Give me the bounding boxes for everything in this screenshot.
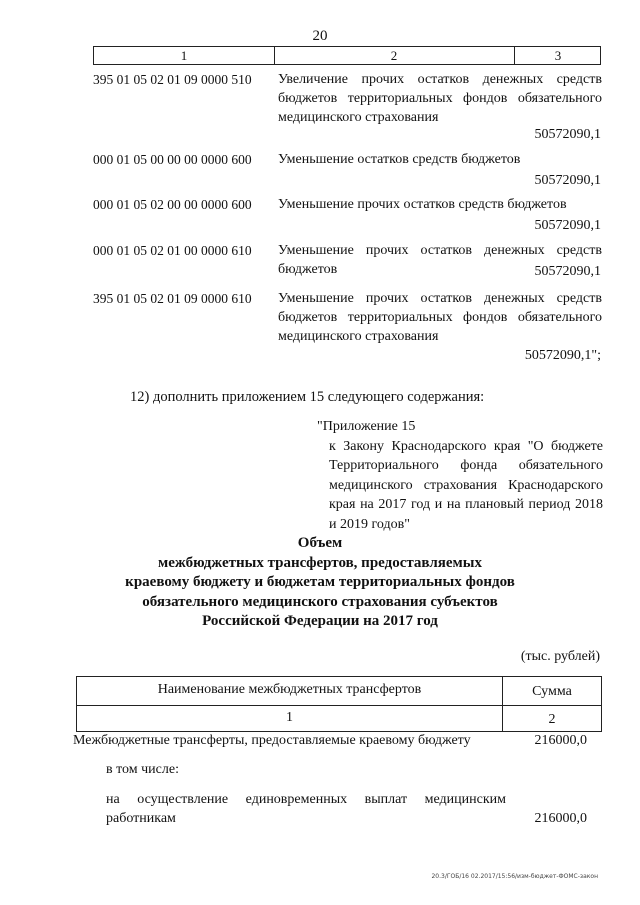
row-description: Уменьшение прочих остатков денежных средств бюджетов bbox=[278, 243, 602, 277]
header-col-1: 1 bbox=[180, 48, 188, 63]
transfers-table-header bbox=[76, 676, 602, 732]
paragraph-12: 12) дополнить приложением 15 следующего содержания: bbox=[130, 389, 485, 405]
header-col-2: 2 bbox=[548, 712, 556, 727]
row-description: Уменьшение остатков средств бюджетов bbox=[278, 152, 521, 167]
budget-code: 000 01 05 02 01 00 0000 610 bbox=[93, 243, 252, 258]
header-name: Наименование межбюджетных трансфертов bbox=[157, 682, 422, 697]
title-line-5: Российской Федерации на 2017 год bbox=[202, 613, 438, 629]
document-title bbox=[80, 534, 560, 632]
transfer-amount: 216000,0 bbox=[534, 733, 587, 748]
budget-code: 000 01 05 00 00 00 0000 600 bbox=[93, 152, 252, 167]
units-label: (тыс. рублей) bbox=[520, 649, 600, 664]
page-number: 20 bbox=[312, 28, 328, 44]
row-amount: 50572090,1 bbox=[534, 173, 601, 188]
transfer-name: на осуществление единовременных выплат медицинским работникам bbox=[106, 792, 506, 826]
row-amount: 50572090,1 bbox=[534, 127, 601, 142]
budget-code: 000 01 05 02 00 00 0000 600 bbox=[93, 197, 252, 212]
row-description: Увеличение прочих остатков денежных средств бюджетов территориальных фондов обязательного медицинского страхования bbox=[278, 72, 602, 125]
footer-filename: 20.3/ГОБ/16 02.2017/15:56/изм-бюджет-ФОМС-закон bbox=[431, 873, 598, 880]
row-amount: 50572090,1"; bbox=[524, 348, 601, 363]
table-row bbox=[93, 195, 601, 235]
header-col-3: 3 bbox=[554, 48, 562, 63]
row-amount: 50572090,1 bbox=[534, 218, 601, 233]
header-col-2: 2 bbox=[390, 48, 398, 63]
transfer-name: Межбюджетные трансферты, предоставляемые краевому бюджету bbox=[73, 733, 471, 748]
header-col-1: 1 bbox=[286, 710, 293, 725]
title-line-4: обязательного медицинского страхования субъектов bbox=[142, 593, 498, 610]
top-table-header bbox=[93, 46, 601, 65]
table-row bbox=[93, 241, 601, 281]
table-row bbox=[93, 150, 601, 190]
budget-code: 395 01 05 02 01 09 0000 510 bbox=[93, 72, 252, 87]
including-label: в том числе: bbox=[106, 762, 179, 777]
header-sum: Сумма bbox=[532, 684, 572, 699]
title-line-1: Объем bbox=[297, 535, 343, 551]
title-line-3: краевому бюджету и бюджетам территориальных фондов bbox=[125, 574, 515, 590]
budget-code: 395 01 05 02 01 09 0000 610 bbox=[93, 291, 252, 306]
appendix-line-2: к Закону Краснодарского края "О бюджете Территориального фонда обязательного медицинского страхования Краснодарского края на 2017 год и на плановый период 2018 и 2019 годов" bbox=[329, 438, 603, 532]
row-amount: 50572090,1 bbox=[534, 264, 601, 279]
appendix-heading bbox=[317, 417, 603, 534]
row-description: Уменьшение прочих остатков средств бюджетов bbox=[278, 197, 567, 212]
row-description: Уменьшение прочих остатков денежных средств бюджетов территориальных фондов обязательного медицинского страхования bbox=[278, 291, 602, 344]
transfer-amount: 216000,0 bbox=[534, 811, 587, 826]
table-row bbox=[93, 289, 601, 365]
title-line-2: межбюджетных трансфертов, предоставляемых bbox=[158, 554, 482, 571]
appendix-line-1: "Приложение 15 bbox=[317, 419, 416, 434]
table-row bbox=[93, 70, 601, 142]
